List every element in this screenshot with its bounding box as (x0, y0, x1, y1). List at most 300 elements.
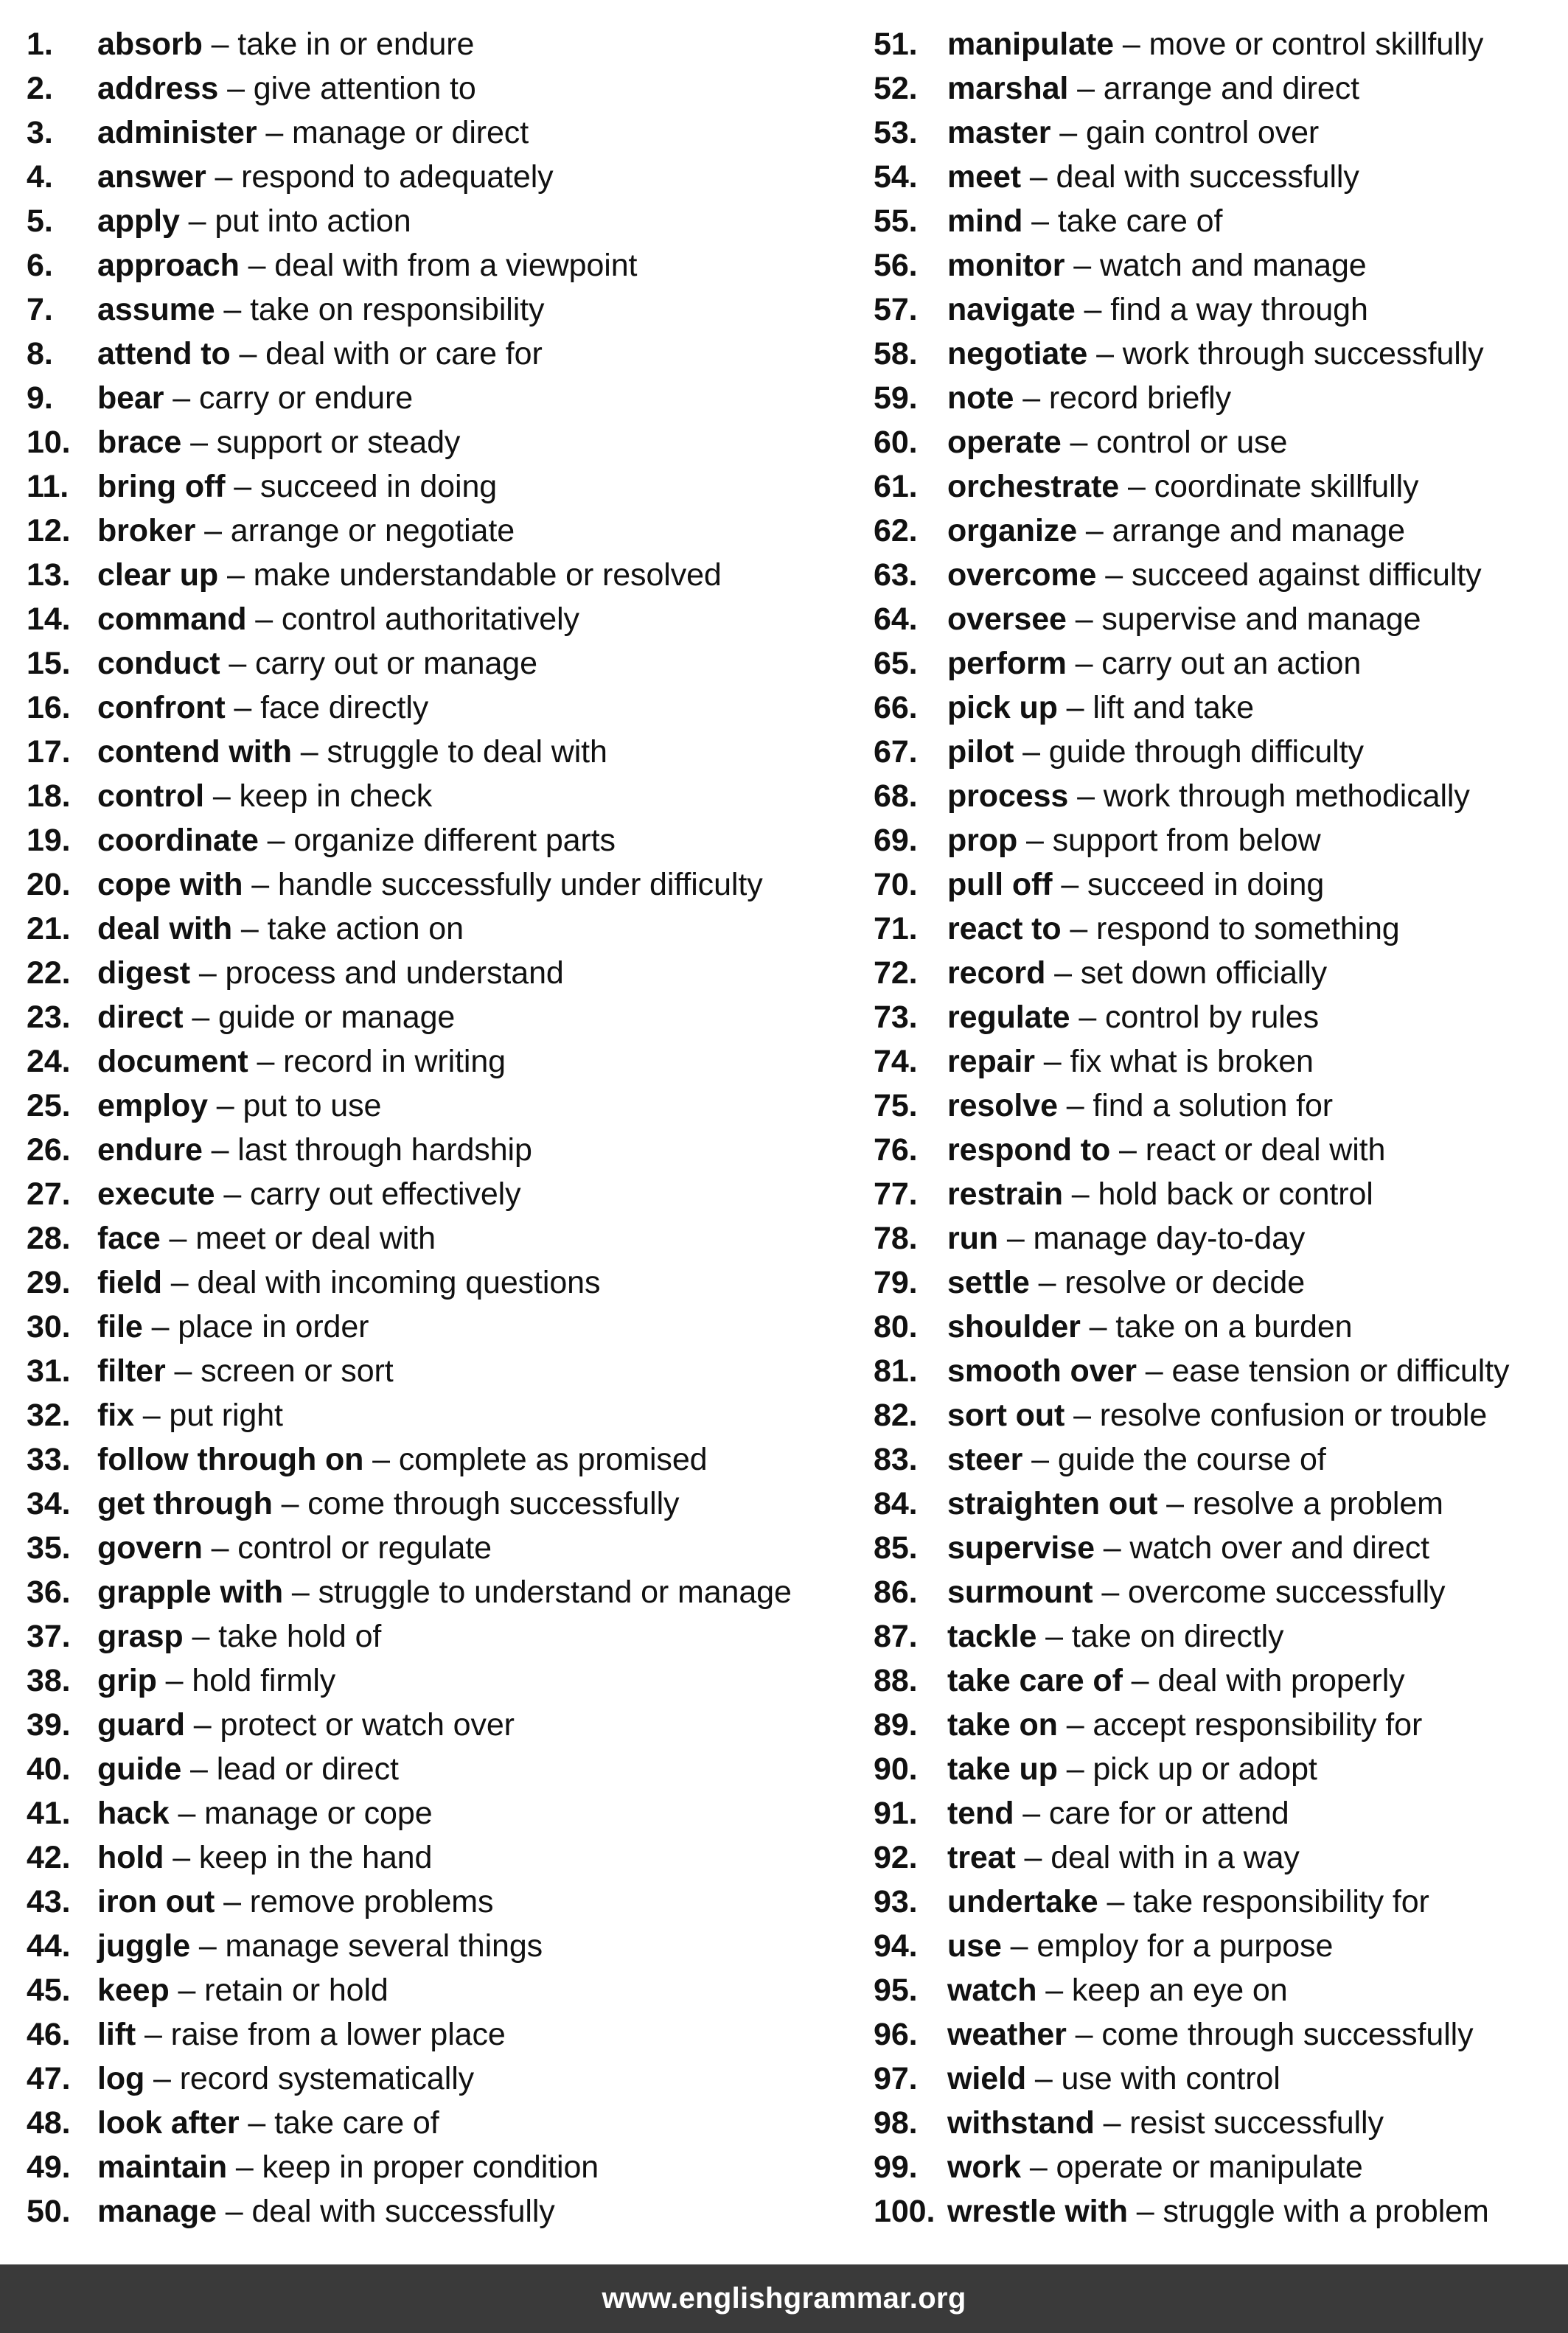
item-number: 3. (27, 115, 53, 150)
item-term: react to (947, 911, 1062, 946)
item-definition: accept responsibility for (1093, 1707, 1423, 1743)
item-text (97, 1880, 493, 1924)
item-term: watch (947, 1973, 1037, 2008)
item-text (947, 1703, 1422, 1747)
list-item (27, 1128, 852, 1172)
item-text (97, 2057, 474, 2101)
list-item (27, 1260, 852, 1305)
list-item (874, 641, 1559, 686)
list-item (27, 111, 852, 155)
item-number: 41. (27, 1796, 71, 1831)
item-text (97, 1924, 543, 1968)
item-number: 61. (874, 469, 918, 504)
list-item (874, 1305, 1559, 1349)
item-term: monitor (947, 248, 1065, 283)
item-term: iron out (97, 1884, 215, 1919)
item-separator: – (133, 1398, 170, 1433)
item-definition: face directly (260, 690, 429, 725)
item-definition: last through hardship (237, 1132, 532, 1168)
item-number: 57. (874, 292, 918, 327)
item-number: 36. (27, 1574, 71, 1610)
item-term: treat (947, 1840, 1016, 1875)
item-term: filter (97, 1353, 166, 1389)
item-definition: take responsibility for (1133, 1884, 1429, 1919)
item-definition: guide the course of (1057, 1442, 1326, 1477)
list-item (27, 66, 852, 111)
item-separator: – (1034, 1044, 1070, 1079)
item-term: surmount (947, 1574, 1093, 1610)
item-separator: – (1020, 2149, 1056, 2185)
item-text (97, 2012, 506, 2057)
item-number: 90. (874, 1751, 918, 1787)
list-item (27, 243, 852, 287)
item-number: 87. (874, 1619, 918, 1654)
item-text (947, 1614, 1283, 1659)
item-definition: use with control (1061, 2061, 1280, 2096)
item-text (97, 464, 497, 509)
item-separator: – (202, 1132, 238, 1168)
item-number: 12. (27, 513, 71, 548)
item-separator: – (291, 734, 327, 770)
item-definition: struggle to deal with (327, 734, 607, 770)
item-separator: – (144, 2061, 180, 2096)
item-definition: deal with incoming questions (197, 1265, 601, 1300)
list-item (27, 2057, 852, 2101)
item-definition: resolve confusion or trouble (1099, 1398, 1488, 1433)
item-number: 73. (874, 1000, 918, 1035)
item-definition: make understandable or resolved (253, 557, 722, 593)
item-text (947, 1482, 1443, 1526)
item-term: govern (97, 1530, 203, 1566)
item-definition: arrange and direct (1103, 71, 1359, 106)
item-separator: – (1157, 1486, 1193, 1521)
item-separator: – (257, 115, 292, 150)
item-term: apply (97, 203, 180, 239)
list-item (874, 1747, 1559, 1791)
item-separator: – (218, 557, 254, 593)
item-number: 72. (874, 955, 918, 991)
item-separator: – (232, 911, 268, 946)
item-term: administer (97, 115, 257, 150)
item-separator: – (363, 1442, 399, 1477)
list-item (27, 1570, 852, 1614)
item-separator: – (1094, 1530, 1130, 1566)
item-number: 74. (874, 1044, 918, 1079)
item-number: 23. (27, 1000, 71, 1035)
item-definition: support from below (1052, 823, 1321, 858)
item-text (97, 1172, 521, 1216)
item-separator: – (1068, 778, 1104, 814)
item-number: 33. (27, 1442, 71, 1477)
item-text (97, 66, 476, 111)
item-definition: overcome successfully (1127, 1574, 1446, 1610)
list-item (874, 2145, 1559, 2189)
item-definition: guide or manage (218, 1000, 456, 1035)
item-separator: – (1022, 1442, 1058, 1477)
item-term: respond to (947, 1132, 1111, 1168)
item-number: 84. (874, 1486, 918, 1521)
item-term: hack (97, 1796, 170, 1831)
item-number: 62. (874, 513, 918, 548)
item-term: repair (947, 1044, 1035, 1079)
item-separator: – (190, 1928, 226, 1964)
item-number: 92. (874, 1840, 918, 1875)
item-text (97, 2145, 599, 2189)
item-definition: guide through difficulty (1048, 734, 1364, 770)
footer-url[interactable]: www.englishgrammar.org (602, 2282, 966, 2315)
item-number: 10. (27, 425, 71, 460)
item-term: orchestrate (947, 469, 1120, 504)
list-item (874, 332, 1559, 376)
item-term: grasp (97, 1619, 184, 1654)
list-item (874, 2189, 1559, 2233)
item-text (97, 862, 763, 907)
item-definition: handle successfully under difficulty (277, 867, 763, 902)
item-definition: coordinate skillfully (1154, 469, 1419, 504)
item-separator: – (1014, 734, 1049, 770)
item-separator: – (272, 1486, 308, 1521)
list-item (27, 332, 852, 376)
item-term: control (97, 778, 205, 814)
item-definition: meet or deal with (195, 1221, 436, 1256)
item-number: 24. (27, 1044, 71, 1079)
item-text (947, 199, 1222, 243)
item-separator: – (1057, 1088, 1093, 1123)
item-separator: – (225, 469, 260, 504)
item-text (97, 1084, 381, 1128)
item-number: 46. (27, 2017, 71, 2052)
item-text (947, 1880, 1429, 1924)
item-term: deal with (97, 911, 233, 946)
item-separator: – (184, 1707, 220, 1743)
item-term: assume (97, 292, 215, 327)
list-item (874, 2057, 1559, 2101)
item-term: contend with (97, 734, 292, 770)
item-number: 11. (27, 469, 69, 504)
item-text (947, 1968, 1288, 2012)
item-separator: – (1093, 1574, 1128, 1610)
item-separator: – (165, 1353, 201, 1389)
item-text (947, 1172, 1373, 1216)
item-separator: – (1096, 557, 1132, 593)
item-text (97, 951, 564, 995)
item-term: clear up (97, 557, 219, 593)
item-separator: – (1087, 336, 1123, 372)
item-separator: – (169, 1973, 205, 2008)
item-definition: control by rules (1105, 1000, 1319, 1035)
item-term: grip (97, 1663, 157, 1698)
item-definition: put right (169, 1398, 283, 1433)
item-text (97, 641, 537, 686)
item-separator: – (1114, 27, 1149, 62)
list-item (27, 1349, 852, 1393)
item-number: 80. (874, 1309, 918, 1345)
item-number: 51. (874, 27, 918, 62)
list-item (27, 464, 852, 509)
list-item (874, 1835, 1559, 1880)
item-number: 93. (874, 1884, 918, 1919)
item-term: overcome (947, 557, 1097, 593)
item-text (947, 2189, 1489, 2233)
item-definition: deal with successfully (251, 2194, 555, 2229)
item-text (947, 818, 1321, 862)
item-definition: arrange and manage (1112, 513, 1405, 548)
item-number: 9. (27, 380, 53, 416)
item-definition: deal with properly (1157, 1663, 1405, 1698)
item-definition: control or regulate (237, 1530, 492, 1566)
item-text (947, 774, 1470, 818)
item-number: 13. (27, 557, 71, 593)
item-number: 99. (874, 2149, 918, 2185)
item-number: 27. (27, 1176, 71, 1212)
item-term: take on (947, 1707, 1058, 1743)
item-text (947, 1747, 1317, 1791)
item-term: wrestle with (947, 2194, 1128, 2229)
item-separator: – (190, 955, 226, 991)
list-item (27, 1968, 852, 2012)
item-text (97, 155, 554, 199)
item-number: 67. (874, 734, 918, 770)
item-definition: ease tension or difficulty (1171, 1353, 1510, 1389)
item-term: sort out (947, 1398, 1065, 1433)
item-separator: – (1122, 1663, 1158, 1698)
list-item (27, 907, 852, 951)
item-text (947, 2101, 1384, 2145)
item-separator: – (258, 823, 294, 858)
item-separator: – (220, 646, 256, 681)
item-number: 68. (874, 778, 918, 814)
item-term: guide (97, 1751, 182, 1787)
item-text (947, 951, 1327, 995)
item-term: look after (97, 2105, 240, 2141)
item-term: conduct (97, 646, 220, 681)
list-item (27, 1437, 852, 1482)
item-term: run (947, 1221, 998, 1256)
item-definition: carry out effectively (249, 1176, 521, 1212)
item-term: manipulate (947, 27, 1114, 62)
item-text (97, 1526, 492, 1570)
item-number: 52. (874, 71, 918, 106)
item-text (947, 2057, 1280, 2101)
list-item (27, 1835, 852, 1880)
item-text (947, 1393, 1487, 1437)
item-number: 17. (27, 734, 71, 770)
item-text (97, 1393, 283, 1437)
list-item (874, 287, 1559, 332)
item-separator: – (161, 1265, 198, 1300)
item-text (947, 686, 1254, 730)
item-definition: take on a burden (1115, 1309, 1353, 1345)
item-definition: work through methodically (1103, 778, 1470, 814)
item-separator: – (1094, 2105, 1130, 2141)
item-number: 89. (874, 1707, 918, 1743)
item-number: 45. (27, 1973, 71, 2008)
item-separator: – (218, 71, 254, 106)
item-term: restrain (947, 1176, 1063, 1212)
item-text (947, 376, 1231, 420)
list-item (874, 1437, 1559, 1482)
list-item (27, 2189, 852, 2233)
item-separator: – (1057, 1707, 1093, 1743)
item-term: oversee (947, 601, 1067, 637)
item-term: cope with (97, 867, 243, 902)
item-definition: gain control over (1085, 115, 1320, 150)
item-number: 31. (27, 1353, 71, 1389)
item-definition: deal with in a way (1050, 1840, 1300, 1875)
item-term: lift (97, 2017, 136, 2052)
item-number: 15. (27, 646, 71, 681)
item-text (947, 1260, 1305, 1305)
item-separator: – (1066, 601, 1102, 637)
item-separator: – (206, 159, 242, 195)
list-item (874, 553, 1559, 597)
item-separator: – (1036, 1619, 1072, 1654)
list-item (27, 553, 852, 597)
item-term: face (97, 1221, 161, 1256)
list-item (874, 1482, 1559, 1526)
item-text (947, 111, 1319, 155)
item-term: navigate (947, 292, 1076, 327)
item-definition: come through successfully (1101, 2017, 1474, 2052)
item-separator: – (136, 2017, 171, 2052)
item-term: regulate (947, 1000, 1070, 1035)
item-text (97, 774, 432, 818)
item-number: 56. (874, 248, 918, 283)
list-item (27, 1614, 852, 1659)
item-term: brace (97, 425, 182, 460)
item-text (97, 2189, 555, 2233)
item-term: prop (947, 823, 1018, 858)
item-number: 66. (874, 690, 918, 725)
item-number: 32. (27, 1398, 71, 1433)
item-definition: struggle with a problem (1163, 2194, 1489, 2229)
item-number: 88. (874, 1663, 918, 1698)
item-separator: – (164, 380, 199, 416)
list-item (27, 1305, 852, 1349)
item-text (97, 509, 515, 553)
item-separator: – (1127, 2194, 1163, 2229)
item-separator: – (283, 1574, 318, 1610)
list-item (27, 1172, 852, 1216)
list-item (874, 1703, 1559, 1747)
item-number: 71. (874, 911, 918, 946)
item-number: 97. (874, 2061, 918, 2096)
item-term: weather (947, 2017, 1067, 2052)
item-number: 85. (874, 1530, 918, 1566)
item-separator: – (1119, 469, 1154, 504)
item-separator: – (1026, 2061, 1062, 2096)
item-term: tend (947, 1796, 1014, 1831)
list-item (27, 2012, 852, 2057)
item-text (97, 995, 455, 1039)
item-definition: keep an eye on (1071, 1973, 1288, 2008)
item-text (947, 155, 1359, 199)
item-term: employ (97, 1088, 208, 1123)
item-term: confront (97, 690, 226, 725)
item-term: straighten out (947, 1486, 1158, 1521)
item-number: 25. (27, 1088, 71, 1123)
list-item (874, 464, 1559, 509)
word-list-column-left (27, 22, 852, 2233)
item-text (947, 287, 1368, 332)
list-item (27, 1659, 852, 1703)
item-text (97, 907, 464, 951)
list-item (27, 420, 852, 464)
item-number: 75. (874, 1088, 918, 1123)
item-definition: deal with or care for (265, 336, 543, 372)
list-item (874, 155, 1559, 199)
list-item (874, 597, 1559, 641)
item-definition: succeed against difficulty (1131, 557, 1482, 593)
item-separator: – (1077, 513, 1112, 548)
item-text (97, 686, 428, 730)
item-number: 95. (874, 1973, 918, 2008)
item-term: pick up (947, 690, 1058, 725)
item-term: steer (947, 1442, 1023, 1477)
item-text (947, 1216, 1305, 1260)
item-definition: give attention to (253, 71, 476, 106)
item-text (947, 553, 1482, 597)
list-item (27, 597, 852, 641)
item-term: undertake (947, 1884, 1098, 1919)
list-item (874, 1659, 1559, 1703)
item-term: answer (97, 159, 206, 195)
list-item (27, 509, 852, 553)
item-text (97, 597, 579, 641)
item-text (97, 1260, 600, 1305)
item-number: 2. (27, 71, 53, 106)
item-term: document (97, 1044, 248, 1079)
list-item (27, 995, 852, 1039)
item-term: marshal (947, 71, 1069, 106)
item-number: 16. (27, 690, 71, 725)
item-term: record (947, 955, 1046, 991)
item-definition: set down officially (1080, 955, 1328, 991)
item-text (97, 818, 616, 862)
item-term: direct (97, 1000, 184, 1035)
item-definition: resist successfully (1129, 2105, 1384, 2141)
item-text (947, 2145, 1363, 2189)
item-definition: manage or direct (291, 115, 529, 150)
item-definition: resolve or decide (1065, 1265, 1306, 1300)
item-separator: – (156, 1663, 192, 1698)
item-separator: – (1061, 425, 1097, 460)
item-text (947, 641, 1361, 686)
item-term: master (947, 115, 1051, 150)
item-separator: – (227, 2149, 262, 2185)
item-term: attend to (97, 336, 231, 372)
item-term: file (97, 1309, 143, 1345)
item-separator: – (239, 2105, 275, 2141)
item-separator: – (202, 27, 238, 62)
item-number: 83. (874, 1442, 918, 1477)
item-number: 59. (874, 380, 918, 416)
list-item (27, 1393, 852, 1437)
list-item (874, 243, 1559, 287)
item-separator: – (1001, 1928, 1037, 1964)
item-separator: – (1014, 1796, 1049, 1831)
item-text (97, 1835, 432, 1880)
list-item (874, 995, 1559, 1039)
item-definition: take hold of (218, 1619, 382, 1654)
item-definition: watch and manage (1099, 248, 1367, 283)
item-term: grapple with (97, 1574, 284, 1610)
list-item (874, 420, 1559, 464)
list-item (874, 199, 1559, 243)
item-definition: succeed in doing (1087, 867, 1325, 902)
item-number: 79. (874, 1265, 918, 1300)
item-definition: protect or watch over (220, 1707, 515, 1743)
